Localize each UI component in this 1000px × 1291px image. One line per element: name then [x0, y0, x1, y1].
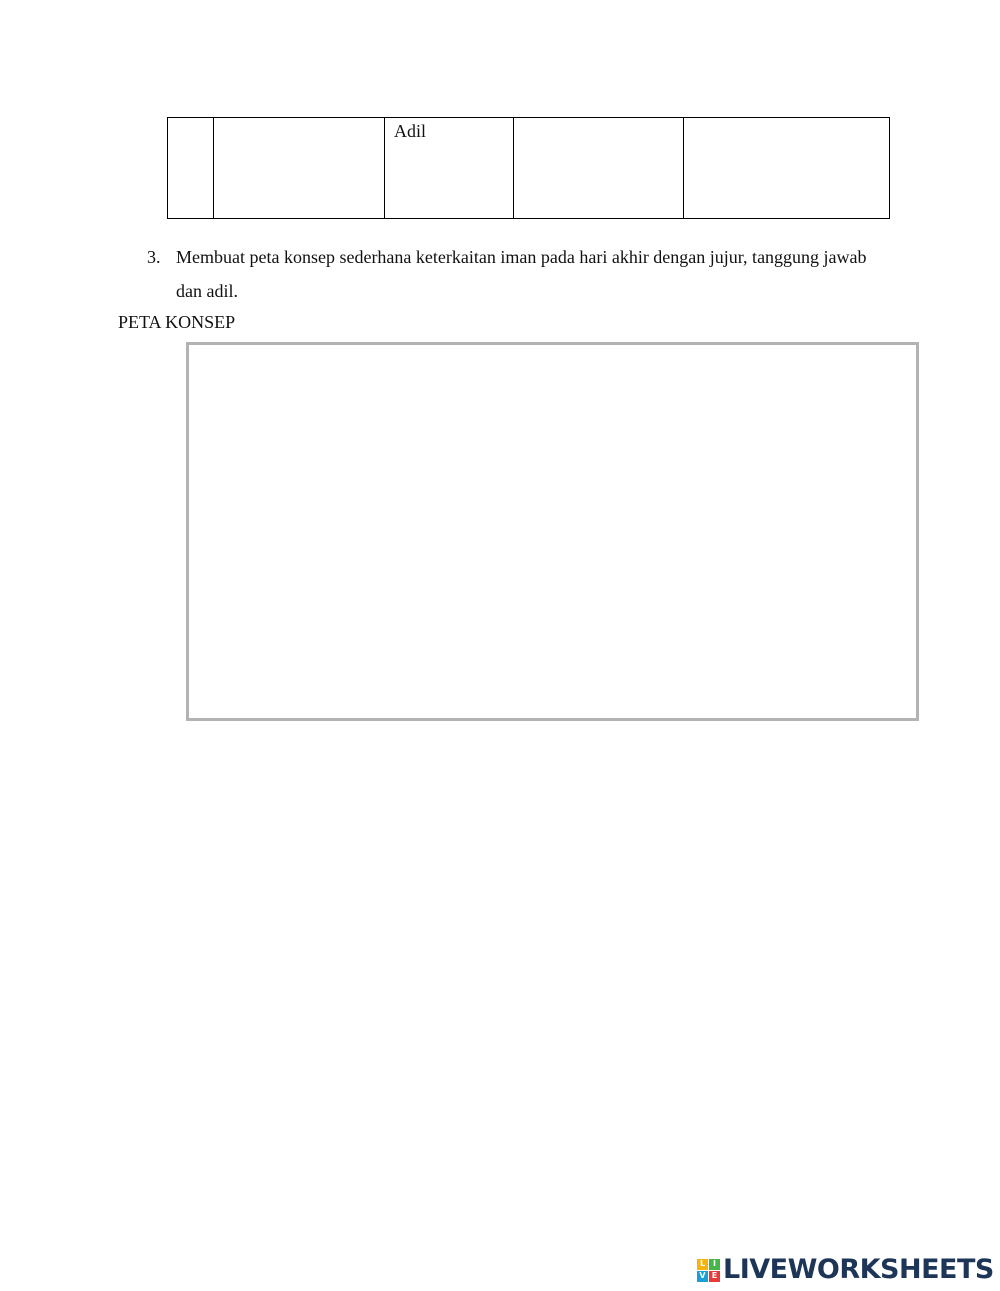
logo-text: LIVEWORKSHEETS — [723, 1254, 994, 1285]
logo-letter: L — [697, 1259, 708, 1270]
worksheet-table — [167, 117, 890, 219]
table-cell-attitude — [385, 118, 514, 219]
logo-letter: V — [697, 1271, 708, 1282]
instruction-number: 3. — [147, 247, 161, 267]
table-cell-answer[interactable] — [684, 118, 890, 219]
table-cell-number[interactable] — [168, 118, 214, 219]
attitude-label: Adil — [394, 121, 427, 141]
concept-map-answer-box[interactable] — [186, 342, 919, 721]
logo-letter: E — [709, 1271, 720, 1282]
section-title: PETA KONSEP — [118, 312, 236, 332]
logo-mark-icon — [697, 1259, 720, 1282]
table-cell-answer[interactable] — [514, 118, 684, 219]
instruction-text: Membuat peta konsep sederhana keterkaitan iman pada hari akhir dengan jujur, tanggung jawab dan adil. — [176, 247, 867, 301]
instruction-item — [147, 240, 887, 308]
table-cell-answer[interactable] — [214, 118, 385, 219]
table-row — [168, 118, 890, 219]
liveworksheets-logo — [697, 1254, 994, 1286]
logo-letter: I — [709, 1259, 720, 1270]
